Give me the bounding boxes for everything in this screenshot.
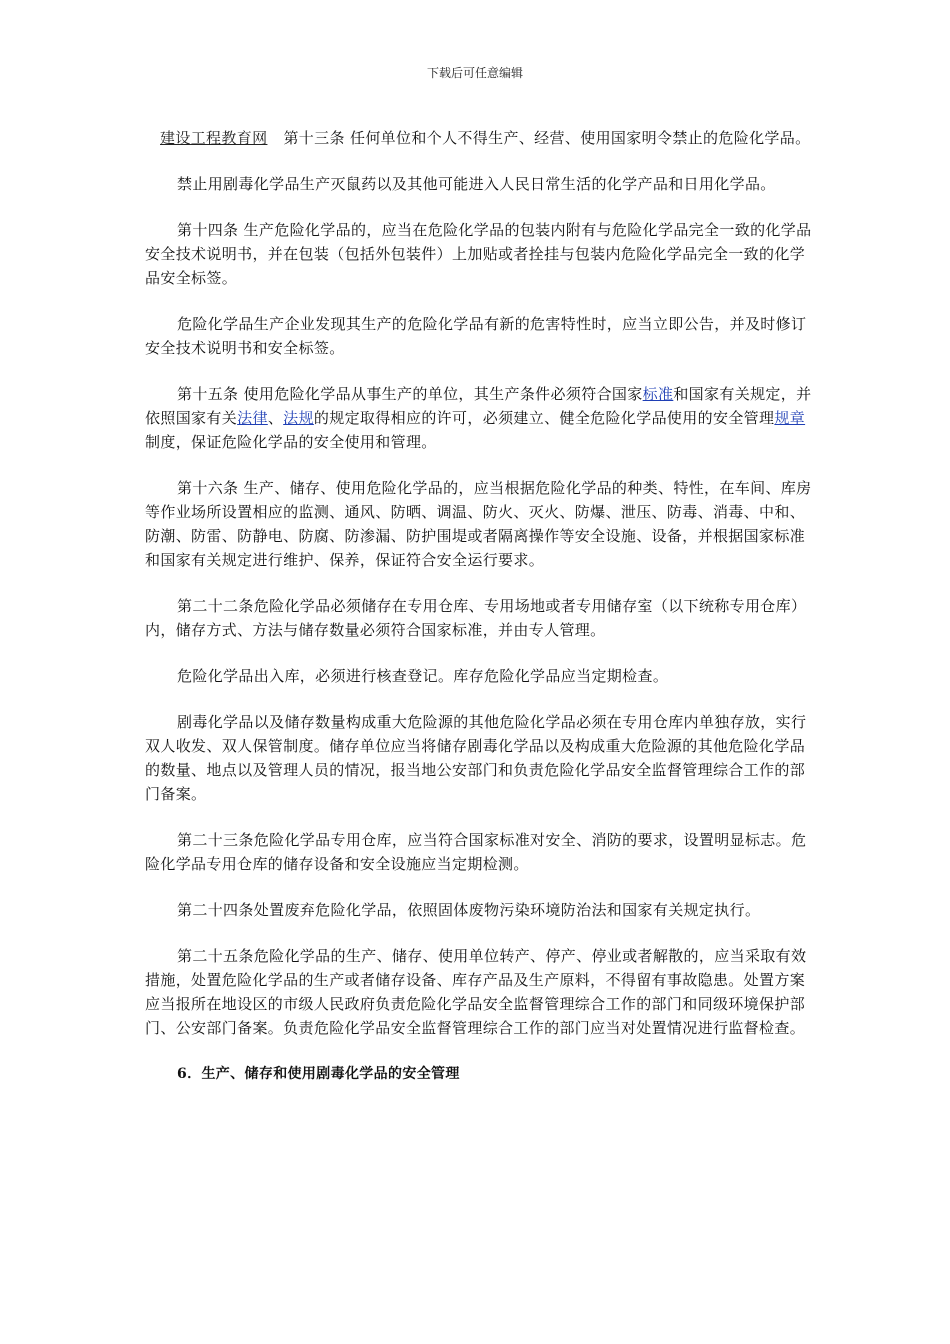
article-15-text-4: 的规定取得相应的许可，必须建立、健全危险化学品使用的安全管理 xyxy=(313,409,775,427)
link-regulation[interactable]: 法规 xyxy=(283,409,314,427)
article-15-text-1: 第十五条 使用危险化学品从事生产的单位，其生产条件必须符合国家 xyxy=(177,385,643,403)
article-25: 第二十五条危险化学品的生产、储存、使用单位转产、停产、停业或者解散的，应当采取有效措施，处置危险化学品的生产或者储存设备、库存产品及生产原料，不得留有事故隐患。处置方案应当报所在地设区的市级人民政府负责危险化学品安全监督管理综合工作的部门和同级环境保护部门、公安部门备案。负责危险化学品安全监督管理综合工作的部门应当对处置情况进行监督检查。 xyxy=(145,947,807,1037)
article-15-text-5: 制度，保证危险化学品的安全使用和管理。 xyxy=(145,433,437,451)
source-label: 建设工程教育网 xyxy=(160,129,268,147)
link-rules[interactable]: 规章 xyxy=(774,409,806,427)
article-22-clause-2: 危险化学品出入库，必须进行核查登记。库存危险化学品应当定期检查。 xyxy=(177,667,669,685)
article-24: 第二十四条处置废弃危险化学品，依照固体废物污染环境防治法和国家有关规定执行。 xyxy=(177,901,761,919)
article-13-clause-2: 禁止用剧毒化学品生产灭鼠药以及其他可能进入人民日常生活的化学产品和日用化学品。 xyxy=(177,175,776,193)
article-22: 第二十二条危险化学品必须储存在专用仓库、专用场地或者专用储存室（以下统称专用仓库）内，储存方式、方法与储存数量必须符合国家标准，并由专人管理。 xyxy=(145,597,807,639)
article-13 xyxy=(145,126,815,150)
section-heading: 6．生产、储存和使用剧毒化学品的安全管理 xyxy=(177,1066,460,1082)
document-body xyxy=(145,126,815,1086)
article-16: 第十六条 生产、储存、使用危险化学品的，应当根据危险化学品的种类、特性，在车间、库房等作业场所设置相应的监测、通风、防晒、调温、防火、灭火、防爆、泄压、防毒、消毒、中和、防潮、防雷、防静电、防腐、防渗漏、防护围堤或者隔离操作等安全设施、设备，并根据国家标准和国家有关规定进行维护、保养，保证符合安全运行要求。 xyxy=(145,479,812,569)
article-15-text-3: 、 xyxy=(267,409,284,427)
article-23: 第二十三条危险化学品专用仓库，应当符合国家标准对安全、消防的要求，设置明显标志。危险化学品专用仓库的储存设备和安全设施应当定期检测。 xyxy=(145,831,807,873)
article-13-text: 第十三条 任何单位和个人不得生产、经营、使用国家明令禁止的危险化学品。 xyxy=(283,129,811,147)
link-law[interactable]: 法律 xyxy=(237,409,268,427)
article-22-clause-3: 剧毒化学品以及储存数量构成重大危险源的其他危险化学品必须在专用仓库内单独存放，实行双人收发、双人保管制度。储存单位应当将储存剧毒化学品以及构成重大危险源的其他危险化学品的数量、地点以及管理人员的情况，报当地公安部门和负责危险化学品安全监督管理综合工作的部门备案。 xyxy=(145,713,807,803)
link-standard[interactable]: 标准 xyxy=(642,385,674,403)
article-14-clause-2: 危险化学品生产企业发现其生产的危险化学品有新的危害特性时，应当立即公告，并及时修订安全技术说明书和安全标签。 xyxy=(145,315,807,357)
article-14: 第十四条 生产危险化学品的，应当在危险化学品的包装内附有与危险化学品完全一致的化学品安全技术说明书，并在包装（包括外包装件）上加贴或者拴挂与包装内危险化学品完全一致的化学品安全标签。 xyxy=(145,221,812,287)
article-15-text-2: 和国家有关规定，并依照国家有关 xyxy=(145,385,812,427)
article-15 xyxy=(145,382,815,454)
page-header: 下载后可任意编辑 xyxy=(426,66,523,80)
